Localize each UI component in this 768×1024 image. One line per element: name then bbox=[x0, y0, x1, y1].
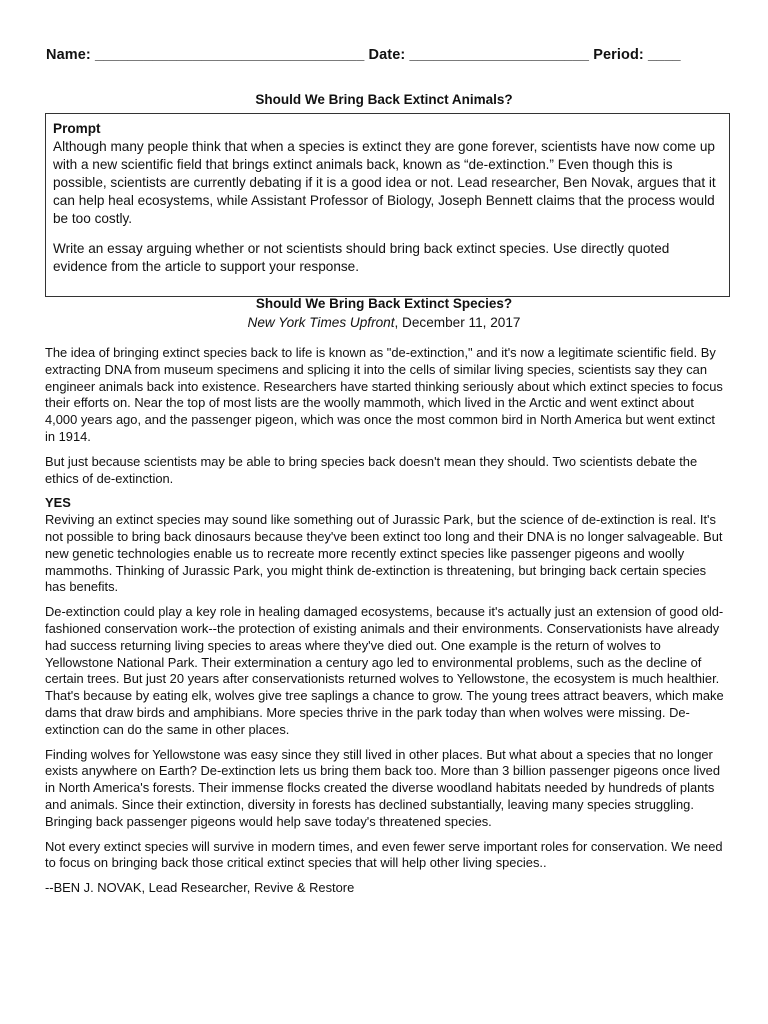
article-body bbox=[45, 345, 725, 905]
prompt-box bbox=[45, 113, 730, 297]
publication-date: , December 11, 2017 bbox=[394, 315, 521, 330]
period-label: Period: bbox=[593, 47, 644, 63]
author-signature: --BEN J. NOVAK, Lead Researcher, Revive & Restore bbox=[45, 880, 355, 896]
article-source bbox=[0, 315, 768, 330]
yes-heading: YES bbox=[45, 495, 71, 511]
article-paragraph: De-extinction could play a key role in healing damaged ecosystems, because it's actually just an extension of good old-fashioned conservation work--the protection of existing animals and their environments. Conservationists have already had success returning living species to areas where they've died out. One example is the return of wolves to Yellowstone National Park. Their extermination a century ago led to environmental problems, such as the decline of certain trees. But just 20 years after conservationists returned wolves to Yellowstone, the ecosystem is much healthier. That's because by eating elk, wolves give tree saplings a chance to grow. The young trees attract beavers, which make dams that draw birds and amphibians. More species thrive in the park today than when wolves were missing. De-extinction can do the same in other places. bbox=[45, 604, 724, 737]
student-info-line bbox=[46, 47, 681, 63]
article-title: Should We Bring Back Extinct Species? bbox=[255, 296, 513, 311]
article-paragraph: The idea of bringing extinct species back to life is known as "de-extinction," and it's now a legitimate scientific field. By extracting DNA from museum specimens and splicing it into the cells of similar living species, scientists say they can engineer animals back into existence. Researchers have started thinking seriously about which extinct species to focus their efforts on. Near the top of most lists are the woolly mammoth, which lived in the Arctic and went extinct about 4,000 years ago, and the passenger pigeon, which was once the most common bird in North America but went extinct in 1914. bbox=[45, 345, 723, 444]
name-blank: _________________________________ bbox=[94, 47, 365, 63]
article-paragraph: Finding wolves for Yellowstone was easy since they still lived in other places. But what about a species that no longer exists anywhere on Earth? De-extinction lets us bring them back too. More than 3 billion passenger pigeons once lived in North America's forests. Their immense flocks created the diverse woodland habitats needed by hundreds of plants and animals. Since their extinction, diversity in forests has declined substantially, leaving many species struggling. Bringing back passenger pigeons would help save today's threatened species. bbox=[45, 746, 720, 829]
worksheet-title: Should We Bring Back Extinct Animals? bbox=[255, 92, 513, 107]
article-paragraph: But just because scientists may be able to bring species back doesn't mean they should. Two scientists debate the ethics of de-extinction. bbox=[45, 453, 698, 486]
date-label: Date: bbox=[368, 47, 406, 63]
prompt-label: Prompt bbox=[53, 121, 101, 136]
name-label: Name: bbox=[46, 47, 91, 63]
article-paragraph: Reviving an extinct species may sound like something out of Jurassic Park, but the science of de-extinction is real. It's not possible to bring back dinosaurs because they've been extinct too long and their DNA is no longer salvageable. But new genetic technologies enable us to recreate more recently extinct species like passenger pigeons and woolly mammoths. Thinking of Jurassic Park, you might think de-extinction is threatening, but bringing back certain species has benefits. bbox=[45, 512, 723, 595]
prompt-instructions: Write an essay arguing whether or not scientists should bring back extinct species. Use directly quoted evidence from the article to support your response. bbox=[53, 241, 670, 274]
publication-name: New York Times Upfront bbox=[247, 315, 395, 330]
prompt-paragraph: Although many people think that when a species is extinct they are gone forever, scientists have now come up with a new scientific field that brings extinct animals back, known as “de-extinction.” Even though this is possible, scientists are currently debating if it is a good idea or not. Lead researcher, Ben Novak, argues that it can help heal ecosystems, while Assistant Professor of Biology, Joseph Bennett claims that the process would be too costly. bbox=[53, 139, 716, 226]
period-blank: ____ bbox=[648, 47, 681, 63]
date-blank: ______________________ bbox=[409, 47, 590, 63]
article-paragraph: Not every extinct species will survive in modern times, and even fewer serve important roles for conservation. We need to focus on bringing back those critical extinct species that will help other living species.. bbox=[45, 838, 723, 871]
